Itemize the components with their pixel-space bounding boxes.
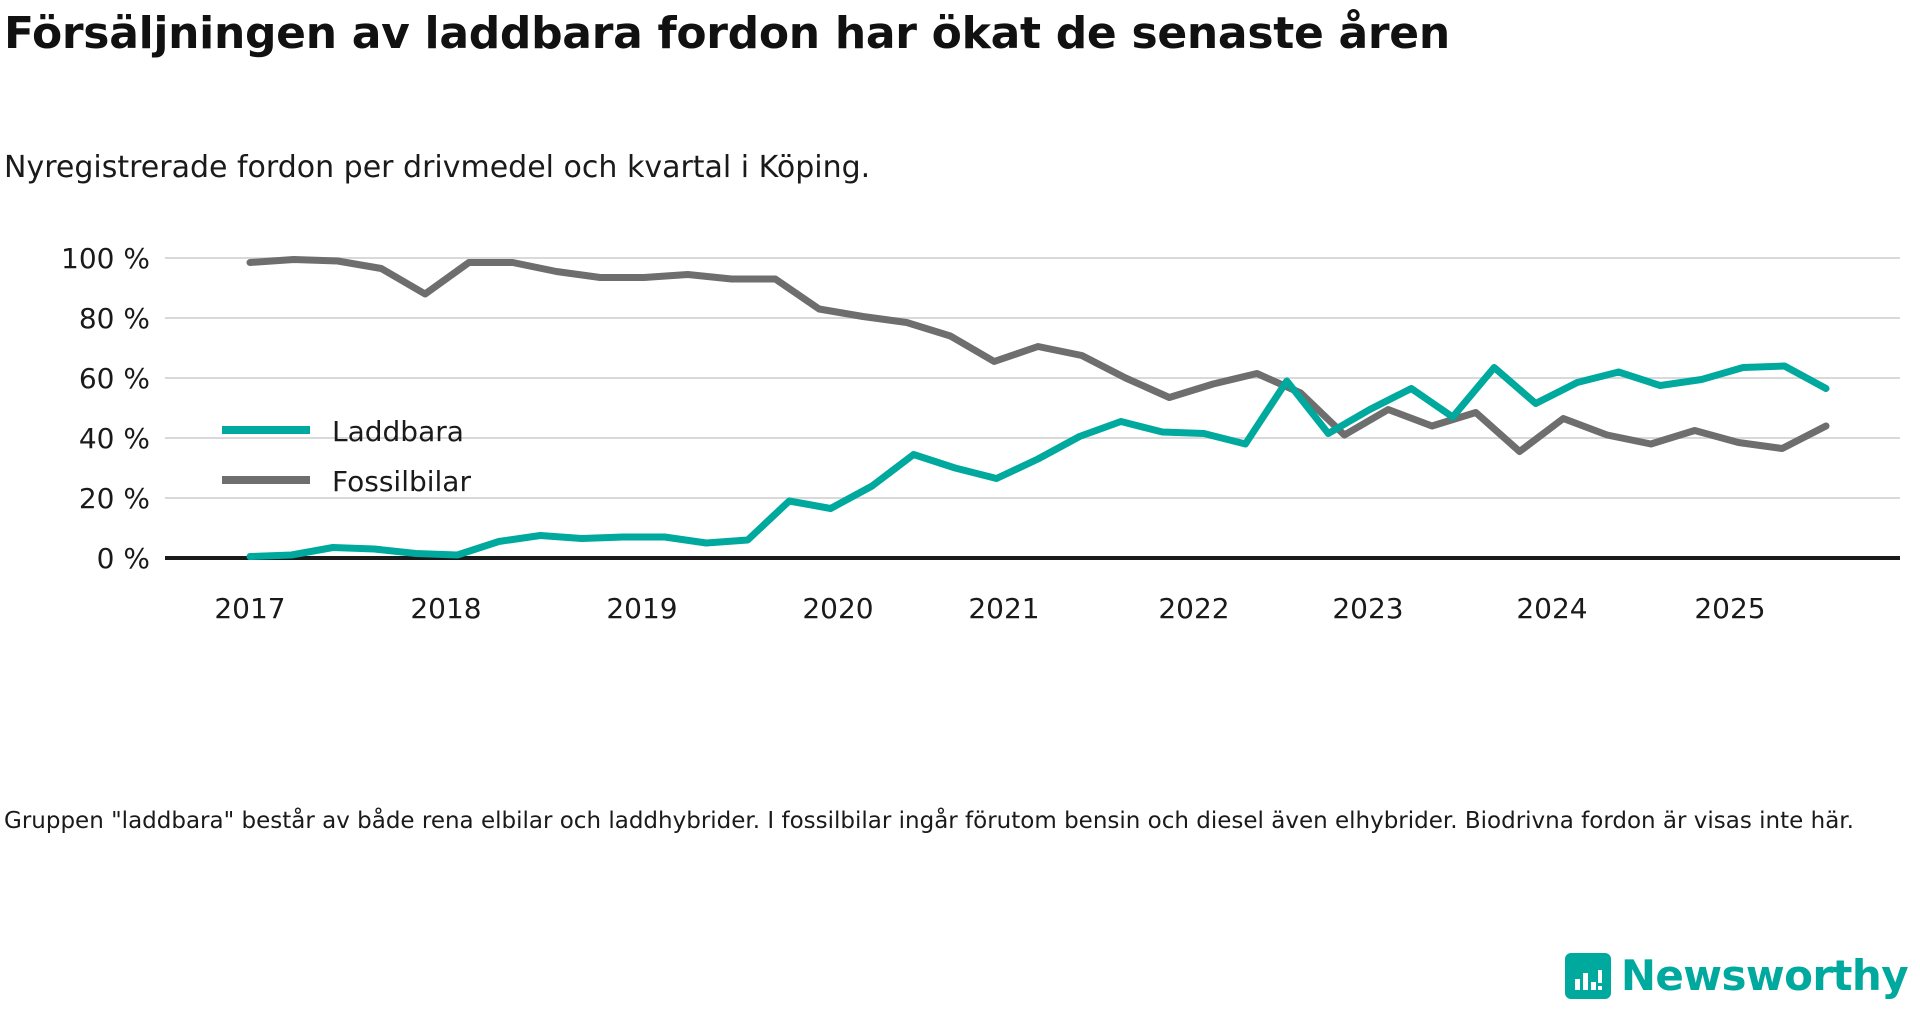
y-axis-labels — [61, 242, 150, 575]
newsworthy-logo — [1565, 951, 1908, 1000]
y-tick-label: 60 % — [78, 362, 150, 395]
x-axis-labels — [214, 592, 1765, 625]
x-tick-label: 2022 — [1158, 592, 1230, 625]
chart-footnote: Gruppen "laddbara" består av både rena elbilar och laddhybrider. I fossilbilar ingår förutom bensin och diesel även elhybrider. Biodrivna fordon är visas inte här. — [4, 808, 1854, 834]
x-tick-label: 2024 — [1516, 592, 1588, 625]
page-subtitle: Nyregistrerade fordon per drivmedel och kvartal i Köping. — [4, 150, 871, 185]
series-line-laddbara — [250, 366, 1826, 557]
x-tick-label: 2019 — [606, 592, 678, 625]
bar-chart-icon — [1565, 953, 1611, 999]
y-tick-label: 0 % — [96, 542, 150, 575]
x-tick-label: 2021 — [968, 592, 1040, 625]
chart-legend — [222, 415, 471, 498]
series-line-fossilbilar — [250, 260, 1826, 452]
x-tick-label: 2020 — [802, 592, 874, 625]
x-tick-label: 2025 — [1694, 592, 1766, 625]
y-tick-label: 80 % — [78, 302, 150, 335]
legend-label-fossilbilar: Fossilbilar — [332, 465, 471, 498]
y-tick-label: 20 % — [78, 482, 150, 515]
y-tick-label: 100 % — [61, 242, 150, 275]
page-title: Försäljningen av laddbara fordon har ökat de senaste åren — [4, 8, 1450, 59]
brand-name: Newsworthy — [1620, 951, 1908, 1000]
bar-chart-icon-glyph — [1574, 968, 1602, 992]
x-tick-label: 2023 — [1332, 592, 1404, 625]
chart-container — [0, 228, 1920, 658]
x-tick-label: 2017 — [214, 592, 286, 625]
legend-label-laddbara: Laddbara — [332, 415, 464, 448]
y-tick-label: 40 % — [78, 422, 150, 455]
line-chart — [0, 228, 1920, 658]
x-tick-label: 2018 — [410, 592, 482, 625]
